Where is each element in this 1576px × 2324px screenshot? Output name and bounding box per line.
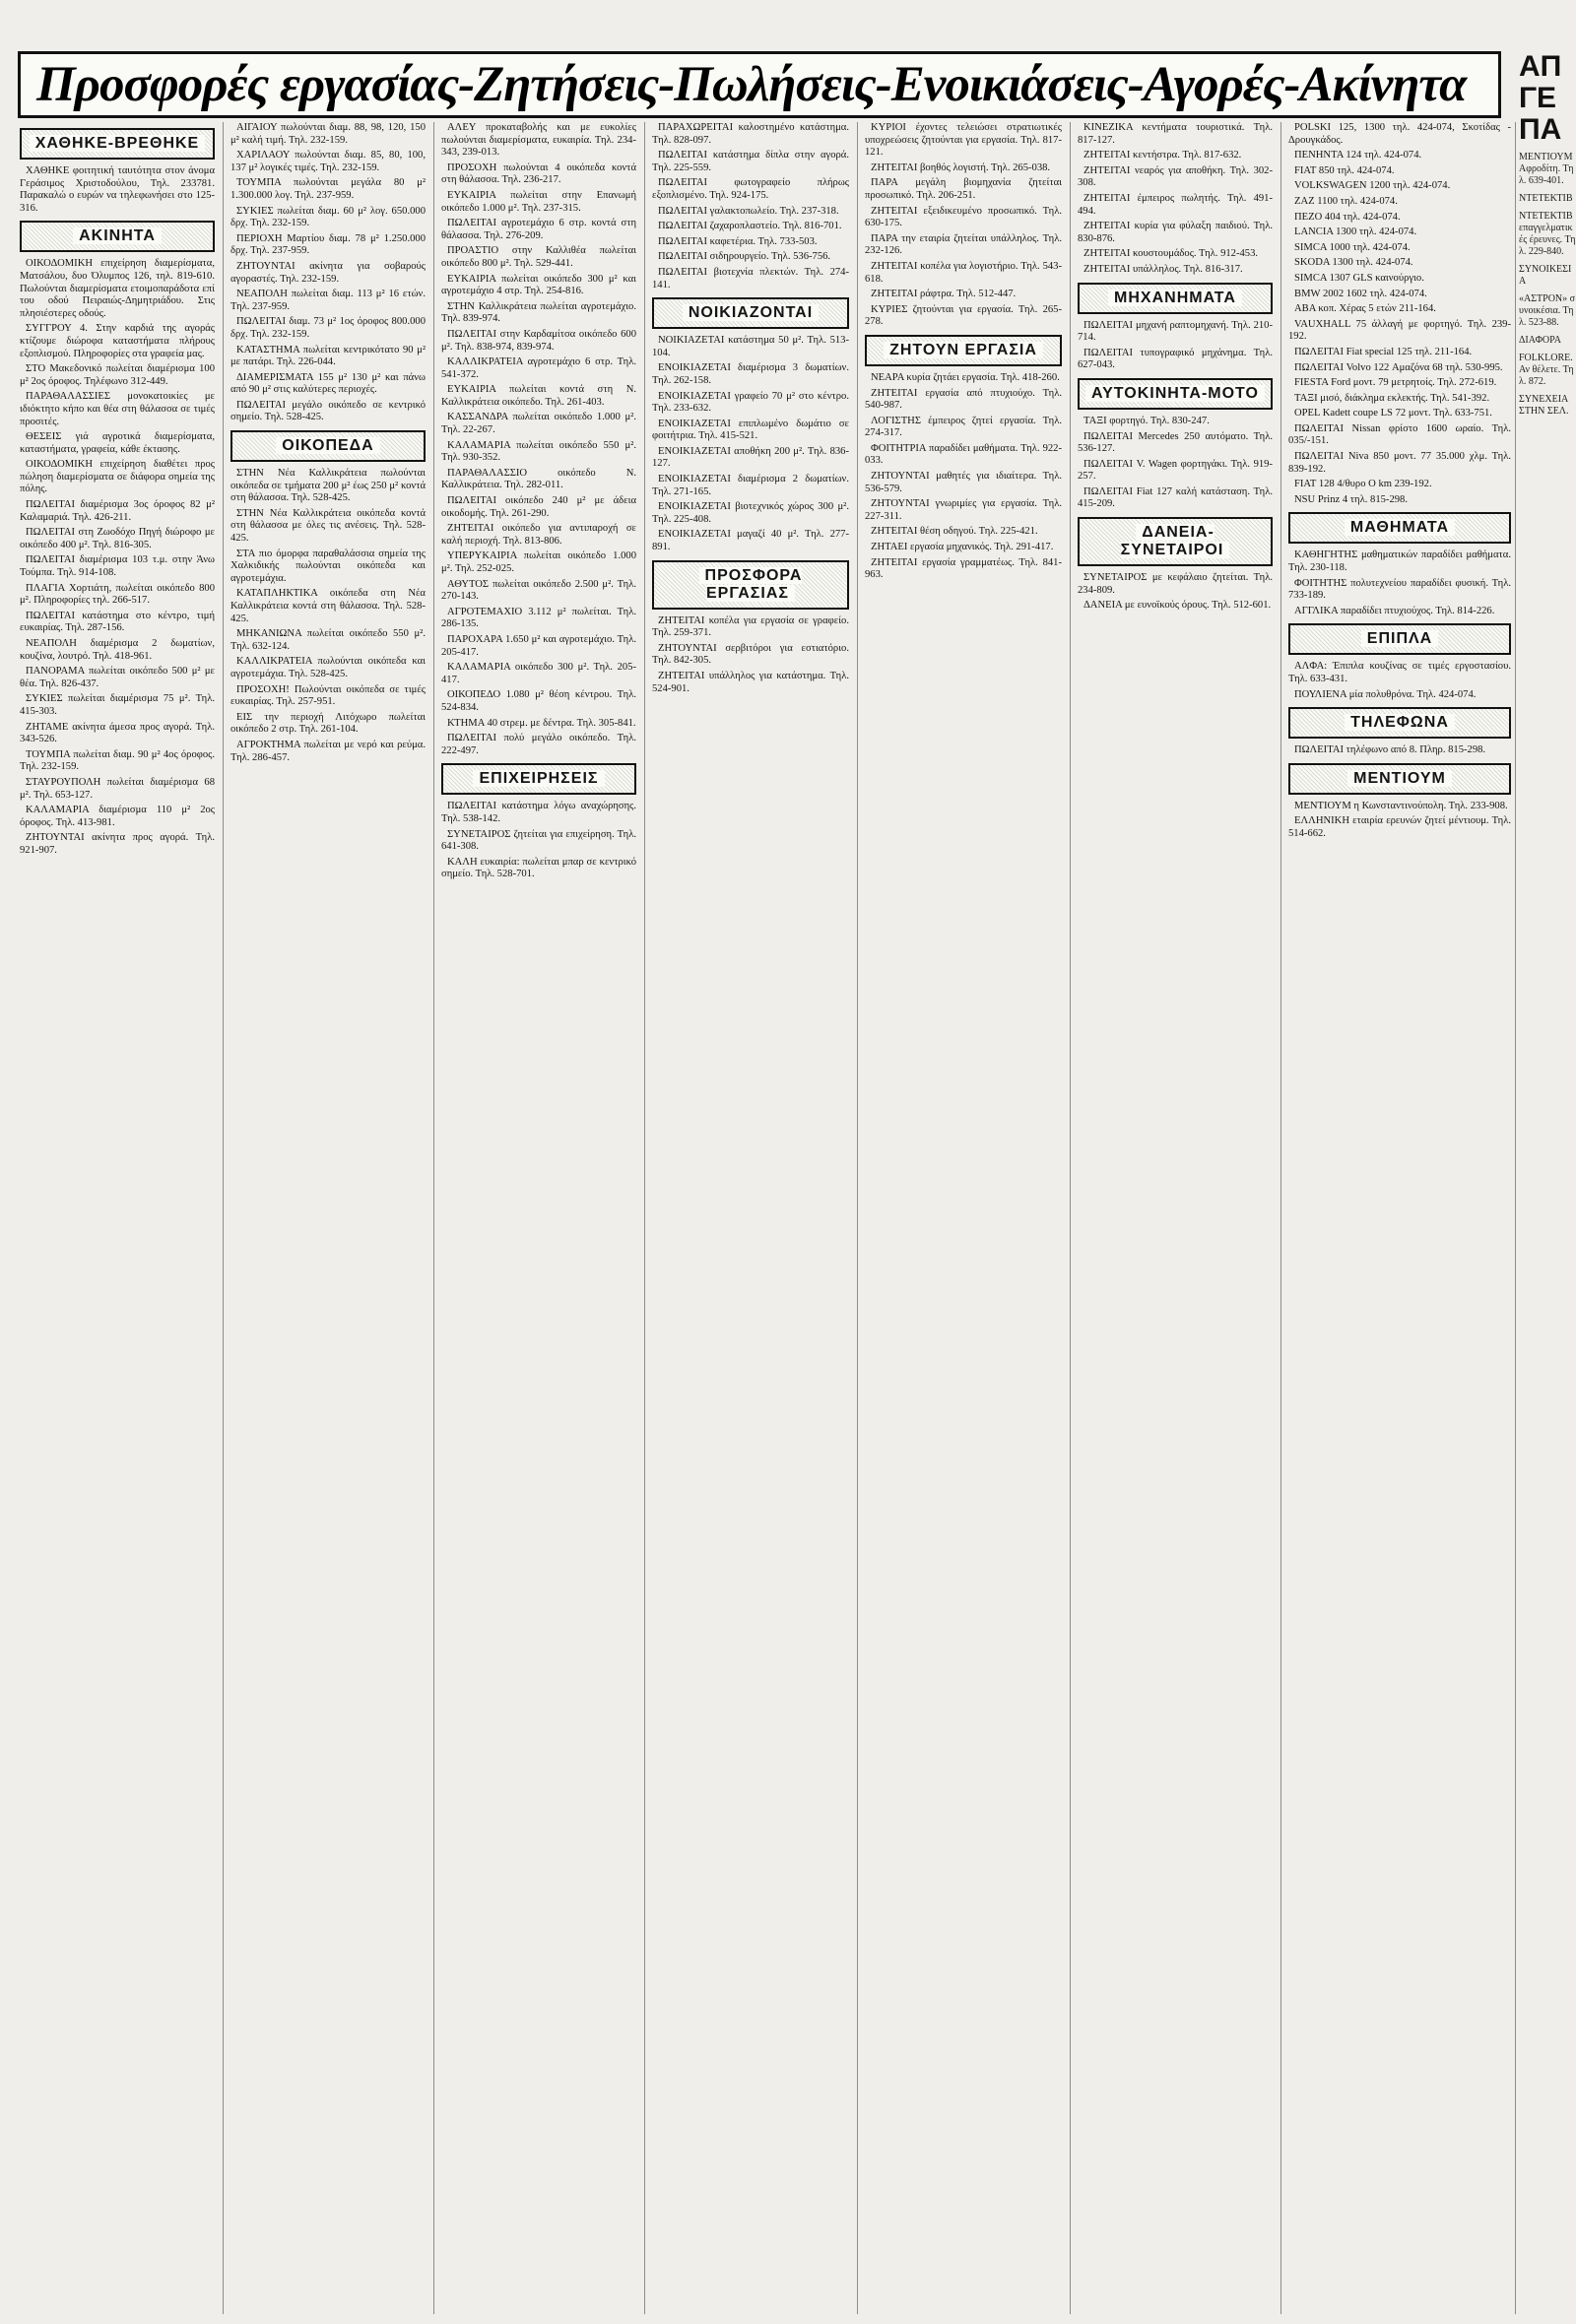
section-header-label: ΤΗΛΕΦΩΝΑ	[1345, 714, 1455, 731]
classified-ad: ΠΕΡΙΟΧΗ Μαρτίου διαμ. 78 μ² 1.250.000 δρχ. Τηλ. 237-959.	[230, 232, 426, 257]
classified-ad: ΠΩΛΕΙΤΑΙ αγροτεμάχιο 6 στρ. κοντά στη θάλασσα. Τηλ. 276-209.	[441, 218, 636, 241]
edge-text-block: ΜΕΝΤΙΟΥΜ Αφροδίτη. Τηλ. 639-401.	[1519, 152, 1574, 186]
column-divider	[223, 122, 224, 2314]
classified-ad: ΚΑΣΣΑΝΔΡΑ πωλείται οικόπεδο 1.000 μ². Τηλ. 22-267.	[441, 412, 636, 436]
classified-ad: FIAT 850 τηλ. 424-074.	[1294, 164, 1395, 176]
classified-ad: ΝΕΑΡΑ κυρία ζητάει εργασία. Τηλ. 418-260.	[871, 371, 1060, 383]
classified-ad: ΖΗΤΕΙΤΑΙ υπάλληλος για κατάστημα. Τηλ. 524-901.	[652, 671, 849, 694]
classified-ad: ΠΩΛΕΙΤΑΙ κατάστημα δίπλα στην αγορά. Τηλ. 225-559.	[652, 150, 849, 173]
classified-ad: ΚΑΛΑΜΑΡΙΑ διαμέρισμα 110 μ² 2ος όροφος. Τηλ. 413-981.	[20, 805, 215, 828]
classified-ad: ΑΛΕΥ προκαταβολής και με ευκολίες πωλούνται διαμερίσματα, ευκαιρία. Τηλ. 234-343, 239-013.	[441, 122, 636, 159]
classified-ad: VOLKSWAGEN 1200 τηλ. 424-074.	[1294, 180, 1451, 192]
classified-ad: ΖΗΤΟΥΝΤΑΙ μαθητές για ιδιαίτερα. Τηλ. 536-579.	[865, 471, 1062, 494]
classified-ad: ΑΓΡΟΚΤΗΜΑ πωλείται με νερό και ρεύμα. Τηλ. 286-457.	[230, 739, 426, 763]
classified-ad: ΠΩΛΕΙΤΑΙ βιοτεχνία πλεκτών. Τηλ. 274-141.	[652, 266, 849, 290]
classified-ad: ΣΤΗΝ Καλλικράτεια πωλείται αγροτεμάχιο. Τηλ. 839-974.	[441, 300, 636, 325]
section-header	[1288, 763, 1511, 795]
classified-ad: ΣΥΚΙΕΣ πωλείται διαμ. 60 μ² λογ. 650.000 δρχ. Τηλ. 232-159.	[230, 205, 426, 229]
classified-ad: ΠΛΑΓΙΑ Χορτιάτη, πωλείται οικόπεδο 800 μ². Πληροφορίες τηλ. 266-517.	[20, 582, 215, 607]
section-header-label: ΟΙΚΟΠΕΔΑ	[276, 437, 379, 454]
edge-text-block: FOLKLORE. Αν θέλετε. Τηλ. 872.	[1519, 353, 1574, 387]
classified-ad: ZAZ 1100 τηλ. 424-074.	[1294, 195, 1398, 207]
classified-ad: ΠΩΛΕΙΤΑΙ καφετέρια. Τηλ. 733-503.	[658, 235, 818, 247]
classified-ad: ΠΑΝΟΡΑΜΑ πωλείται οικόπεδο 500 μ² με θέα. Τηλ. 826-437.	[20, 666, 215, 689]
masthead-title: Προσφορές εργασίας-Ζητήσεις-Πωλήσεις-Ενοικιάσεις-Αγορές-Ακίνητα	[36, 57, 1467, 112]
classified-ad: ΟΙΚΟΔΟΜΙΚΗ επιχείρηση διαθέτει προς πώληση διαμερίσματα σε διάφορα σημεία της πόλης.	[20, 459, 215, 495]
column-divider	[1280, 122, 1281, 2314]
section-header	[1288, 707, 1511, 739]
classified-ad: ΠΕΝΗΝΤΑ 124 τηλ. 424-074.	[1294, 150, 1422, 161]
classified-ad: ΖΗΤΕΙΤΑΙ υπάλληλος. Τηλ. 816-317.	[1084, 263, 1243, 275]
classified-ad: ΕΝΟΙΚΙΑΖΕΤΑΙ βιοτεχνικός χώρος 300 μ². Τηλ. 225-408.	[652, 501, 849, 525]
classified-ad: ΚΑΛΑΜΑΡΙΑ οικόπεδο 300 μ². Τηλ. 205-417.	[441, 662, 636, 685]
classified-ad: ΠΩΛΕΙΤΑΙ πολύ μεγάλο οικόπεδο. Τηλ. 222-497.	[441, 733, 636, 756]
classified-ad: ΖΗΤΕΙΤΑΙ έμπειρος πωλητής. Τηλ. 491-494.	[1078, 192, 1273, 217]
column-divider	[644, 122, 645, 2314]
section-header-label: ΜΑΘΗΜΑΤΑ	[1345, 519, 1455, 536]
column-divider	[857, 122, 858, 2314]
classified-ad: ΣΤΗΝ Νέα Καλλικράτεια πωλούνται οικόπεδα σε τμήματα 200 μ² έως 250 μ² κοντά στη θάλασσα. Τηλ. 528-425.	[230, 468, 426, 504]
classified-ad: ΠΩΛΕΙΤΑΙ V. Wagen φορτηγάκι. Τηλ. 919-257.	[1078, 458, 1273, 483]
classified-ad: ΠΩΛΕΙΤΑΙ Nissan φρίστο 1600 ωραίο. Τηλ. 035/-151.	[1288, 422, 1511, 447]
section-header	[20, 221, 215, 252]
edge-text-block: ΝΤΕΤΕΚΤΙΒ επαγγελματικές έρευνες. Τηλ. 229-840.	[1519, 211, 1576, 257]
classified-ad: ΕΥΚΑΙΡΙΑ πωλείται στην Επανωμή οικόπεδο 1.000 μ². Τηλ. 237-315.	[441, 189, 636, 214]
classified-ad: SKODA 1300 τηλ. 424-074.	[1294, 257, 1413, 269]
classified-ad: ΖΗΤΕΙΤΑΙ ράφτρα. Τηλ. 512-447.	[871, 289, 1017, 300]
classified-ad: ΠΑΡΟΧΑΡΑ 1.650 μ² και αγροτεμάχιο. Τηλ. 205-417.	[441, 633, 636, 658]
classified-ad: ΕΥΚΑΙΡΙΑ πωλείται οικόπεδο 300 μ² και αγροτεμάχιο 4 στρ. Τηλ. 254-816.	[441, 273, 636, 297]
classified-ad: ΠΩΛΕΙΤΑΙ κατάστημα λόγω αναχώρησης. Τηλ. 538-142.	[441, 801, 636, 824]
classified-ad: ΖΗΤΑΕΙ εργασία μηχανικός. Τηλ. 291-417.	[871, 542, 1054, 553]
classified-ad: ΠΩΛΕΙΤΑΙ σιδηρουργείο. Τηλ. 536-756.	[658, 251, 831, 263]
classified-ad: ΖΗΤΟΥΝΤΑΙ ακίνητα για σοβαρούς αγοραστές. Τηλ. 232-159.	[230, 260, 426, 285]
classified-ad: ΜΕΝΤΙΟΥΜ η Κωνσταντινούπολη. Τηλ. 233-908.	[1294, 800, 1508, 811]
classified-ad: ΠΡΟΑΣΤΙΟ στην Καλλιθέα πωλείται οικόπεδο 800 μ². Τηλ. 529-441.	[441, 245, 636, 269]
classified-ad: ΘΕΣΕΙΣ γιά αγροτικά διαμερίσματα, καταστήματα, γραφεία, κάθε έκτασης.	[20, 431, 215, 455]
classified-ad: ΠΕΖΟ 404 τηλ. 424-074.	[1294, 211, 1401, 223]
classified-ad: ΤΑΞΙ φορτηγό. Τηλ. 830-247.	[1084, 415, 1210, 426]
classified-ad: ΚΑΤΑΠΛΗΚΤΙΚΑ οικόπεδα στη Νέα Καλλικράτεια κοντά στη θάλασσα. Τηλ. 528-425.	[230, 588, 426, 624]
classified-ad: ΣΤΟ Μακεδονικό πωλείται διαμέρισμα 100 μ² 2ος όροφος. Τηλέφωνο 312-449.	[20, 363, 215, 387]
classified-ad: ΠΩΛΕΙΤΑΙ ζαχαροπλαστείο. Τηλ. 816-701.	[658, 221, 842, 232]
classified-ad: ΕΝΟΙΚΙΑΖΕΤΑΙ αποθήκη 200 μ². Τηλ. 836-127.	[652, 445, 849, 470]
edge-text-block: «ΑΣΤΡΟΝ» συνοικέσια. Τηλ. 523-88.	[1519, 293, 1576, 328]
classified-ad: ΣΤΑΥΡΟΥΠΟΛΗ πωλείται διαμέρισμα 68 μ². Τηλ. 653-127.	[20, 776, 215, 801]
classified-ad: ΠΩΛΕΙΤΑΙ μεγάλο οικόπεδο σε κεντρικό σημείο. Τηλ. 528-425.	[230, 399, 426, 423]
classified-ad: ΣΤΑ πιο όμορφα παραθαλάσσια σημεία της Χαλκιδικής πωλούνται οικόπεδα και αγροτεμάχια.	[230, 548, 426, 584]
classified-ad: ΖΗΤΟΥΝΤΑΙ γνωριμίες για εργασία. Τηλ. 227-311.	[865, 498, 1062, 522]
classified-ad: ΝSU Prinz 4 τηλ. 815-298.	[1294, 493, 1408, 505]
section-header-label: ΝΟΙΚΙΑΖΟΝΤΑΙ	[683, 304, 819, 321]
section-header	[230, 430, 426, 462]
classified-ad: BMW 2002 1602 τηλ. 424-074.	[1294, 288, 1427, 299]
classified-ad: ΖΗΤΕΙΤΑΙ κυρία για φύλαξη παιδιού. Τηλ. 830-876.	[1078, 221, 1273, 244]
classified-ad: ΕΝΟΙΚΙΑΖΕΤΑΙ διαμέρισμα 3 δωματίων. Τηλ. 262-158.	[652, 362, 849, 386]
classified-ad: ΣΤΗΝ Νέα Καλλικράτεια οικόπεδα κοντά στη θάλασσα με όλες τις ανέσεις. Τηλ. 528-425.	[230, 507, 426, 545]
edge-text-block: ΣΥΝΕΧΕΙΑ ΣΤΗΝ ΣΕΛ.	[1519, 394, 1569, 417]
masthead-banner	[18, 51, 1501, 118]
classified-column-7	[1288, 122, 1511, 2314]
classified-column-2	[230, 122, 426, 2314]
classified-ad: VAUXHALL 75 άλλαγή με φορτηγό. Τηλ. 239-192.	[1288, 318, 1511, 343]
classified-ad: ΖΗΤΕΙΤΑΙ κεντήστρα. Τηλ. 817-632.	[1084, 150, 1242, 161]
classified-ad: ΠΩΛΕΙΤΑΙ διαμέρισμα 103 τ.μ. στην Άνω Τούμπα. Τηλ. 914-108.	[20, 554, 215, 579]
section-header-label: ΑΥΤΟΚΙΝΗΤΑ-ΜΟΤΟ	[1085, 385, 1265, 402]
classified-ad: ΑΓΓΛΙΚΑ παραδίδει πτυχιούχος. Τηλ. 814-226.	[1294, 605, 1495, 616]
classified-ad: ΖΗΤΕΙΤΑΙ εργασία από πτυχιούχο. Τηλ. 540-987.	[865, 387, 1062, 412]
classified-ad: ΖΗΤΟΥΝΤΑΙ σερβιτόροι για εστιατόριο. Τηλ. 842-305.	[652, 642, 849, 667]
classified-column-5	[865, 122, 1062, 2314]
section-header	[1078, 283, 1273, 314]
edge-text-block: ΝΤΕΤΕΚΤΙΒ	[1519, 193, 1573, 204]
classified-ad: ΥΠΕΡΥΚΑΙΡΙΑ πωλείται οικόπεδο 1.000 μ². Τηλ. 252-025.	[441, 550, 636, 574]
classified-ad: ΕΥΚΑΙΡΙΑ πωλείται κοντά στη Ν. Καλλικράτεια οικόπεδο. Τηλ. 261-403.	[441, 384, 636, 408]
classified-ad: ΝΕΑΠΟΛΗ διαμέρισμα 2 δωματίων, κουζίνα, λουτρό. Τηλ. 418-961.	[20, 638, 215, 662]
classified-ad: ΚΑΘΗΓΗΤΗΣ μαθηματικών παραδίδει μαθήματα. Τηλ. 230-118.	[1288, 549, 1511, 574]
edge-text-block: ΑΠ ΓΕ ΠΑ	[1519, 51, 1562, 146]
classified-ad: ΝΟΙΚΙΑΖΕΤΑΙ κατάστημα 50 μ². Τηλ. 513-104.	[652, 335, 849, 358]
classified-ad: ΑΙΓΑΙΟΥ πωλούνται διαμ. 88, 98, 120, 150 μ² καλή τιμή. Τηλ. 232-159.	[230, 122, 426, 146]
classified-ad: ΠΩΛΕΙΤΑΙ διαμέρισμα 3ος όροφος 82 μ² Καλαμαριά. Τηλ. 426-211.	[20, 499, 215, 523]
classified-ad: ΧΑΡΙΛΑΟΥ πωλούνται διαμ. 85, 80, 100, 137 μ² λογικές τιμές. Τηλ. 232-159.	[230, 150, 426, 173]
classified-ad: ΚΥΡΙΟΙ έχοντες τελειώσει στρατιωτικές υποχρεώσεις ζητούνται για εργασία. Τηλ. 817-121.	[865, 122, 1062, 159]
classified-ad: ΑΓΡΟΤΕΜΑΧΙΟ 3.112 μ² πωλείται. Τηλ. 286-135.	[441, 606, 636, 630]
classified-ad: ΖΗΤΟΥΝΤΑΙ ακίνητα προς αγορά. Τηλ. 921-907.	[20, 832, 215, 856]
section-header	[1288, 623, 1511, 655]
classified-ad: ΠΑΡΑ την εταιρία ζητείται υπάλληλος. Τηλ. 232-126.	[865, 232, 1062, 257]
classified-ad: ΚΑΛΛΙΚΡΑΤΕΙΑ πωλούνται οικόπεδα και αγροτεμάχια. Τηλ. 528-425.	[230, 656, 426, 679]
classified-ad: POLSKI 125, 1300 τηλ. 424-074, Σκοτίδας - Δρουγκάδος.	[1288, 122, 1511, 146]
classified-ad: ΧΑΘΗΚΕ φοιτητική ταυτότητα στον άνομα Γεράσιμος Χριστοδούλου, Τηλ. 233781. Παρακαλώ ο ευρών να τηλεφωνήσει στο 125-316.	[20, 165, 215, 214]
edge-text-block: ΣΥΝΟΙΚΕΣΙΑ	[1519, 264, 1572, 287]
classified-ad: OPEL Kadett coupe LS 72 μοντ. Τηλ. 633-751.	[1294, 408, 1492, 420]
classified-ad: ΠΩΛΕΙΤΑΙ διαμ. 73 μ² 1ος όροφος 800.000 δρχ. Τηλ. 232-159.	[230, 316, 426, 340]
classified-ad: SIMCA 1307 GLS καινούργιο.	[1294, 272, 1424, 284]
column-divider	[1070, 122, 1071, 2314]
classified-ad: ΕΝΟΙΚΙΑΖΕΤΑΙ μαγαζί 40 μ². Τηλ. 277-891.	[652, 529, 849, 553]
classified-ad: ΤΟΥΜΠΑ πωλούνται μεγάλα 80 μ² 1.300.000 λογ. Τηλ. 237-959.	[230, 177, 426, 201]
classified-ad: ΠΟΥΛΙΕΝΑ μία πολυθρόνα. Τηλ. 424-074.	[1294, 688, 1477, 700]
classified-ad: ΖΗΤΑΜΕ ακίνητα άμεσα προς αγορά. Τηλ. 343-526.	[20, 721, 215, 745]
classified-ad: FIESTA Ford μοντ. 79 μετρητοίς. Τηλ. 272-619.	[1294, 377, 1497, 389]
section-header	[441, 763, 636, 795]
section-header	[652, 297, 849, 329]
classified-ad: ΚΙΝΕΖΙΚΑ κεντήματα τουριστικά. Τηλ. 817-127.	[1078, 122, 1273, 146]
classified-ad: ΚΥΡΙΕΣ ζητούνται για εργασία. Τηλ. 265-278.	[865, 303, 1062, 328]
section-header	[1288, 512, 1511, 544]
column-divider	[1515, 122, 1516, 2314]
classified-ad: ΠΩΛΕΙΤΑΙ φωτογραφείο πλήρως εξοπλισμένο. Τηλ. 924-175.	[652, 177, 849, 201]
classified-ad: LANCIA 1300 τηλ. 424-074.	[1294, 226, 1417, 238]
classified-ad: ΟΙΚΟΠΕΔΟ 1.080 μ² θέση κέντρου. Τηλ. 524-834.	[441, 689, 636, 713]
section-header-label: ΕΠΙΠΛΑ	[1361, 630, 1438, 647]
section-header	[20, 128, 215, 160]
classified-ad: ΛΟΓΙΣΤΗΣ έμπειρος ζητεί εργασία. Τηλ. 274-317.	[865, 415, 1062, 439]
classified-ad: ΠΩΛΕΙΤΑΙ τηλέφωνο από 8. Πληρ. 815-298.	[1294, 744, 1486, 756]
classified-ad: ΠΩΛΕΙΤΑΙ κατάστημα στο κέντρο, τιμή ευκαιρίας. Τηλ. 287-156.	[20, 610, 215, 634]
classified-ad: ΣΥΚΙΕΣ πωλείται διαμέρισμα 75 μ². Τηλ. 415-303.	[20, 693, 215, 717]
section-header-label: ΔΑΝΕΙΑ-ΣΥΝΕΤΑΙΡΟΙ	[1121, 524, 1230, 558]
classified-ad: ΣΥΝΕΤΑΙΡΟΣ ζητείται για επιχείρηση. Τηλ. 641-308.	[441, 828, 636, 853]
classified-ad: ΠΑΡΑΧΩΡΕΙΤΑΙ καλοστημένο κατάστημα. Τηλ. 828-097.	[652, 122, 849, 146]
classified-ad: ΦΟΙΤΗΤΡΙΑ παραδίδει μαθήματα. Τηλ. 922-033.	[865, 442, 1062, 467]
right-page-edge	[1519, 51, 1576, 2324]
classified-ad: ΚΑΤΑΣΤΗΜΑ πωλείται κεντρικότατο 90 μ² με πατάρι. Τηλ. 226-044.	[230, 344, 426, 368]
classified-ad: ΠΩΛΕΙΤΑΙ στη Ζωοδόχο Πηγή διώροφο με οικόπεδο 400 μ². Τηλ. 816-305.	[20, 527, 215, 550]
classified-ad: ΖΗΤΕΙΤΑΙ κοπέλα για εργασία σε γραφείο. Τηλ. 259-371.	[652, 614, 849, 639]
section-header	[1078, 517, 1273, 566]
section-header	[865, 335, 1062, 366]
section-header-label: ΧΑΘΗΚΕ-ΒΡΕΘΗΚΕ	[30, 135, 205, 152]
classified-ad: ΕΝΟΙΚΙΑΖΕΤΑΙ γραφείο 70 μ² στο κέντρο. Τηλ. 233-632.	[652, 390, 849, 415]
classified-ad: ΚΑΛΗ ευκαιρία: πωλείται μπαρ σε κεντρικό σημείο. Τηλ. 528-701.	[441, 856, 636, 880]
classified-ad: SIMCA 1000 τηλ. 424-074.	[1294, 241, 1411, 253]
classified-ad: ΦΟΙΤΗΤΗΣ πολυτεχνείου παραδίδει φυσική. Τηλ. 733-189.	[1288, 577, 1511, 602]
classified-ad: ΖΗΤΕΙΤΑΙ θέση οδηγού. Τηλ. 225-421.	[871, 526, 1038, 538]
classified-ad: ΠΩΛΕΙΤΑΙ Volvo 122 Αμαζόνα 68 τηλ. 530-995.	[1294, 361, 1503, 373]
classified-ad: ΠΩΛΕΙΤΑΙ Mercedes 250 αυτόματο. Τηλ. 536-127.	[1078, 430, 1273, 455]
classified-ad: FIAT 128 4/θυρο Ο km 239-192.	[1294, 479, 1432, 490]
classified-ad: ΠΩΛΕΙΤΑΙ Fiat 127 καλή κατάσταση. Τηλ. 415-209.	[1078, 485, 1273, 510]
classified-column-4	[652, 122, 849, 2314]
section-header	[1078, 378, 1273, 410]
classified-ad: ΖΗΤΕΙΤΑΙ νεαρός για αποθήκη. Τηλ. 302-308.	[1078, 164, 1273, 189]
classified-ad: ΖΗΤΕΙΤΑΙ κοπέλα για λογιστήριο. Τηλ. 543-618.	[865, 260, 1062, 285]
section-header	[652, 560, 849, 610]
classified-ad: ΖΗΤΕΙΤΑΙ κουστουμάδος. Τηλ. 912-453.	[1084, 248, 1259, 260]
classified-ad: ΤΟΥΜΠΑ πωλείται διαμ. 90 μ² 4ος όροφος. Τηλ. 232-159.	[20, 748, 215, 773]
classified-ad: ΟΙΚΟΔΟΜΙΚΗ επιχείρηση διαμερίσματα, Ματσάλου, δυο Όλυμπος 126, τηλ. 819-610. Πωλούνται διαμερίσματα ετοιμοπαράδοτα επί του οδού Πειραιώς-Δημητριάδου. Στις πλησιέστερες οδούς.	[20, 258, 215, 319]
classified-ad: ΜΗΚΑΝΙΩΝΑ πωλείται οικόπεδο 550 μ². Τηλ. 632-124.	[230, 628, 426, 652]
section-header-label: ΖΗΤΟΥΝ ΕΡΓΑΣΙΑ	[884, 342, 1043, 358]
classified-ad: ΤΑΞΙ μισό, διάκλημα εκλεκτής. Τηλ. 541-392.	[1294, 392, 1490, 404]
classified-ad: ΖΗΤΕΙΤΑΙ εξειδικευμένο προσωπικό. Τηλ. 630-175.	[865, 205, 1062, 229]
classified-column-6	[1078, 122, 1273, 2314]
classified-ad: ΔΙΑΜΕΡΙΣΜΑΤΑ 155 μ² 130 μ² και πάνω από 90 μ² στις καλύτερες περιοχές.	[230, 371, 426, 396]
edge-text-block: ΔΙΑΦΟΡΑ	[1519, 335, 1561, 346]
classified-ad: ΠΑΡΑΘΑΛΑΣΣΙΕΣ μονοκατοικίες με ιδιόκτητο κήπο και θέα στη θάλασσα σε τιμές προσιτές.	[20, 391, 215, 427]
classified-ad: ΑΒΑ κοπ. Χέρας 5 ετών 211-164.	[1294, 303, 1436, 315]
classified-ad: ΠΩΛΕΙΤΑΙ Fiat special 125 τηλ. 211-164.	[1294, 346, 1473, 357]
classified-ad: ΠΑΡΑΘΑΛΑΣΣΙΟ οικόπεδο Ν. Καλλικράτεια. Τηλ. 282-011.	[441, 467, 636, 491]
classified-ad: ΚΑΛΑΜΑΡΙΑ πωλείται οικόπεδο 550 μ². Τηλ. 930-352.	[441, 439, 636, 464]
section-header-label: ΜΕΝΤΙΟΥΜ	[1347, 770, 1452, 787]
classified-column-1	[20, 122, 215, 2314]
classified-ad: ΕΙΣ την περιοχή Λιτόχωρο πωλείται οικόπεδο 2 στρ. Τηλ. 261-104.	[230, 711, 426, 736]
section-header-label: ΠΡΟΣΦΟΡΑ ΕΡΓΑΣΙΑΣ	[699, 567, 803, 602]
classified-ad: ΚΑΛΛΙΚΡΑΤΕΙΑ αγροτεμάχιο 6 στρ. Τηλ. 541-372.	[441, 356, 636, 380]
classified-ad: ΝΕΑΠΟΛΗ πωλείται διαμ. 113 μ² 16 ετών. Τηλ. 237-959.	[230, 289, 426, 312]
section-header-label: ΜΗΧΑΝΗΜΑΤΑ	[1108, 290, 1242, 306]
classified-ad: ΠΩΛΕΙΤΑΙ οικόπεδο 240 μ² με άδεια οικοδομής. Τηλ. 261-290.	[441, 495, 636, 519]
classified-ad: ΔΑΝΕΙΑ με ευνοϊκούς όρους. Τηλ. 512-601.	[1084, 600, 1272, 612]
classified-ad: ΕΛΛΗΝΙΚΗ εταιρία ερευνών ζητεί μέντιουμ. Τηλ. 514-662.	[1288, 815, 1511, 839]
classified-ad: ΠΡΟΣΟΧΗ! Πωλούνται οικόπεδα σε τιμές ευκαιρίας. Τηλ. 257-951.	[230, 683, 426, 708]
classified-ad: ΖΗΤΕΙΤΑΙ βοηθός λογιστή. Τηλ. 265-038.	[871, 161, 1051, 173]
section-header-label: ΕΠΙΧΕΙΡΗΣΕΙΣ	[473, 770, 604, 787]
classified-ad: ΠΩΛΕΙΤΑΙ τυπογραφικό μηχάνημα. Τηλ. 627-043.	[1078, 347, 1273, 371]
classified-ad: ΕΝΟΙΚΙΑΖΕΤΑΙ διαμέρισμα 2 δωματίων. Τηλ. 271-165.	[652, 474, 849, 497]
classified-ad: ΖΗΤΕΙΤΑΙ οικόπεδο για αντιπαροχή σε καλή περιοχή. Τηλ. 813-806.	[441, 523, 636, 547]
classified-ad: ΠΩΛΕΙΤΑΙ Niva 850 μοντ. 77 35.000 χλμ. Τηλ. 839-192.	[1288, 451, 1511, 475]
column-divider	[433, 122, 434, 2314]
classified-ad: ΑΘΥΤΟΣ πωλείται οικόπεδο 2.500 μ². Τηλ. 270-143.	[441, 578, 636, 603]
classified-ad: ΠΡΟΣΟΧΗ πωλούνται 4 οικόπεδα κοντά στη θάλασσα. Τηλ. 236-217.	[441, 161, 636, 186]
classified-ad: ΑΛΦΑ: Έπιπλα κουζίνας σε τιμές εργοστασίου. Τηλ. 633-431.	[1288, 661, 1511, 684]
classified-ad: ΚΤΗΜΑ 40 στρεμ. με δέντρα. Τηλ. 305-841.	[447, 717, 636, 729]
section-header-label: ΑΚΙΝΗΤΑ	[73, 227, 162, 244]
classified-ad: ΣΥΝΕΤΑΙΡΟΣ με κεφάλαιο ζητείται. Τηλ. 234-809.	[1078, 572, 1273, 596]
classified-ad: ΠΩΛΕΙΤΑΙ στην Καρδαμίτσα οικόπεδο 600 μ². Τηλ. 838-974, 839-974.	[441, 328, 636, 353]
classified-ad: ΠΩΛΕΙΤΑΙ γαλακτοπωλείο. Τηλ. 237-318.	[658, 205, 839, 217]
classified-column-3	[441, 122, 636, 2314]
classified-ad: ΠΩΛΕΙΤΑΙ μηχανή ραπτομηχανή. Τηλ. 210-714.	[1078, 319, 1273, 344]
classified-ad: ΖΗΤΕΙΤΑΙ εργασία γραμματέως. Τηλ. 841-963.	[865, 556, 1062, 581]
classified-ad: ΕΝΟΙΚΙΑΖΕΤΑΙ επιπλωμένο δωμάτιο σε φοιτήτρια. Τηλ. 415-521.	[652, 418, 849, 442]
classified-ad: ΣΥΓΓΡΟΥ 4. Στην καρδιά της αγοράς κτίζουμε διώροφα καταστήματα πλήρους εξοπλισμού. Πληροφορίες στα γραφεία μας.	[20, 323, 215, 359]
classified-ad: ΠΑΡΑ μεγάλη βιομηχανία ζητείται προσωπικό. Τηλ. 206-251.	[865, 177, 1062, 201]
